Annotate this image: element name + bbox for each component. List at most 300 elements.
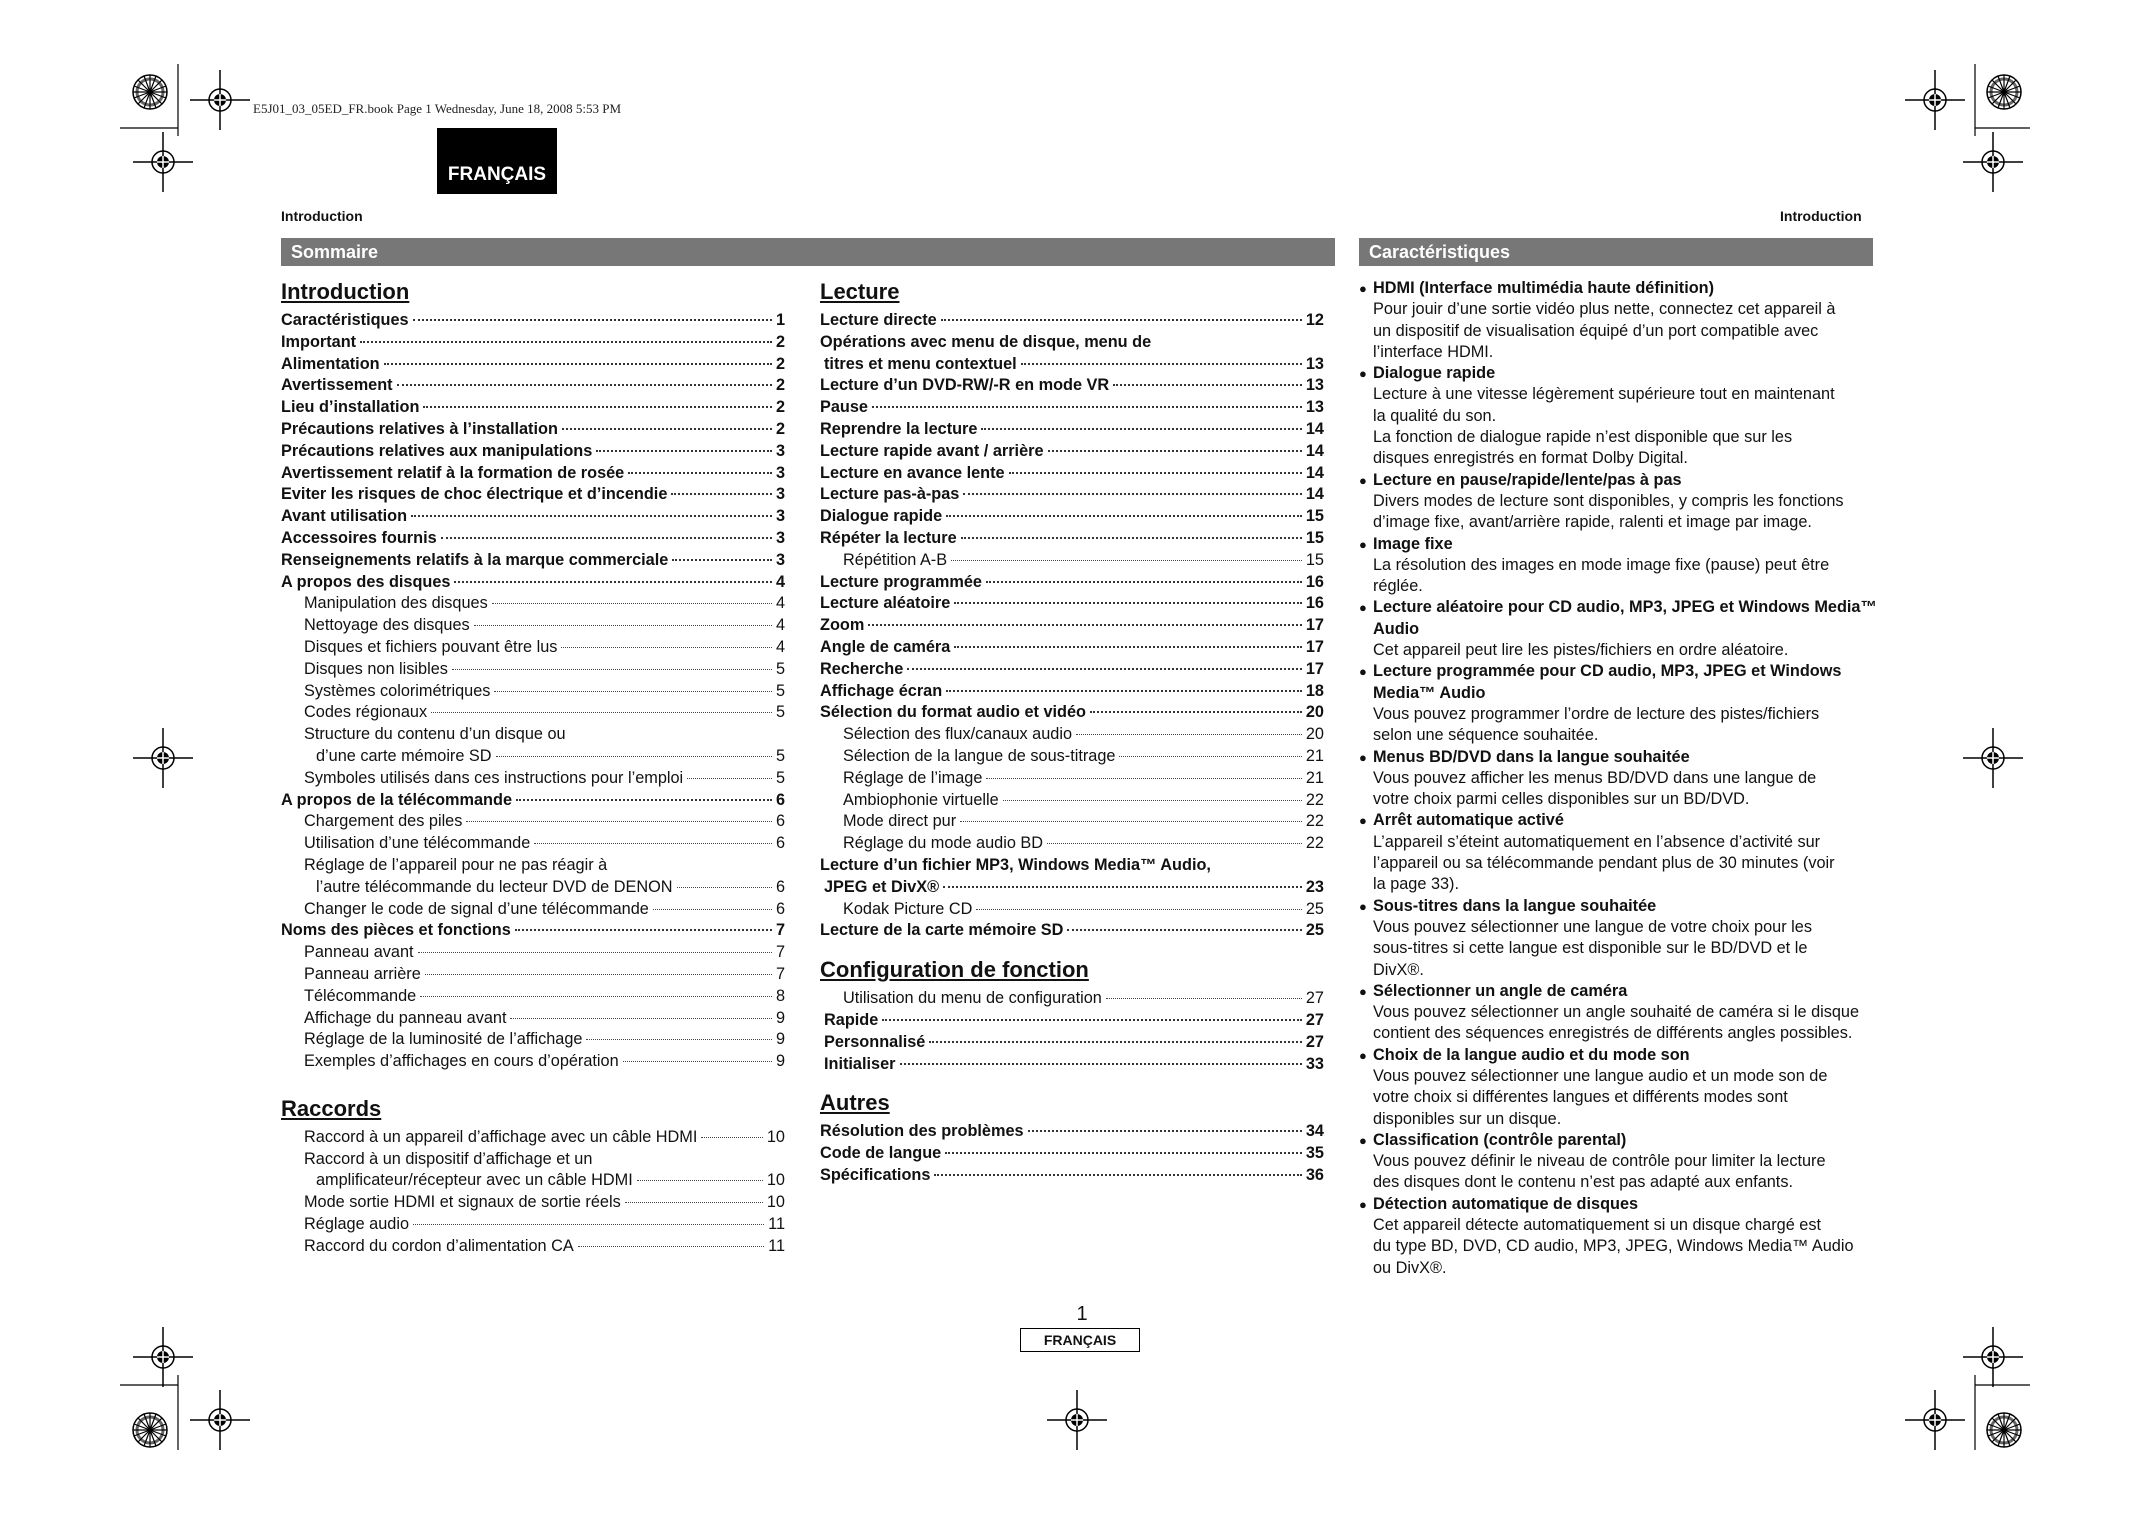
toc-entry-page: 4 [775, 594, 785, 613]
toc-leader-dots [1067, 929, 1301, 931]
toc-entry-page: 17 [1305, 616, 1324, 635]
toc-leader-dots [1047, 843, 1302, 844]
toc-entry-page: 9 [775, 1030, 785, 1049]
toc-entry-page: 2 [775, 419, 785, 438]
toc-leader-dots [454, 581, 771, 583]
toc-entry-label: Répétition A-B [843, 550, 948, 569]
toc-leader-dots [492, 603, 772, 604]
toc-entry-label: Affichage écran [820, 681, 943, 700]
toc-entry[interactable] [281, 942, 785, 964]
toc-entry-label: Sélection des flux/canaux audio [843, 725, 1072, 744]
toc-entry-page: 2 [775, 332, 785, 351]
toc-entry-label: Accessoires fournis [281, 528, 437, 547]
toc-leader-dots [1009, 472, 1302, 474]
feature-description-line: la page 33). [1373, 875, 1459, 894]
feature-description-line: l’interface HDMI. [1373, 342, 1494, 361]
feature-title: ● HDMI (Interface multimédia haute définition) [1359, 278, 1879, 299]
toc-leader-dots [418, 952, 772, 953]
toc-entry-label: Réglage de la luminosité de l’affichage [304, 1030, 583, 1049]
toc-entry-page: 15 [1305, 528, 1324, 547]
toc-leader-dots [561, 647, 772, 648]
toc-entry[interactable] [820, 484, 1324, 506]
toc-entry[interactable] [281, 986, 785, 1008]
feature-title: ● Image fixe [1359, 534, 1879, 555]
toc-leader-dots [929, 1041, 1302, 1043]
feature-description [1359, 917, 1879, 981]
feature-item [1359, 534, 1879, 598]
feature-description-line: Lecture à une vitesse légèrement supérieure tout en maintenant [1373, 385, 1835, 404]
features-list [1359, 278, 1879, 1279]
toc-entry-page: 5 [775, 768, 785, 787]
toc-entry[interactable] [281, 1008, 785, 1030]
toc-entry-label: Télécommande [304, 986, 417, 1005]
toc-entry-page: 17 [1305, 659, 1324, 678]
toc-entry-label: Exemples d’affichages en cours d’opération [304, 1052, 619, 1071]
toc-leader-dots [413, 1224, 764, 1225]
feature-description-line: DivX®. [1373, 960, 1424, 979]
toc-column-left [281, 276, 785, 1258]
feature-description [1359, 704, 1879, 747]
toc-column-middle [820, 276, 1324, 1187]
toc-entry-label: Opérations avec menu de disque, menu de [820, 332, 1152, 351]
toc-entry-page: 3 [775, 550, 785, 569]
toc-leader-dots [868, 624, 1302, 626]
toc-entry-label: amplificateur/récepteur avec un câble HDMI [316, 1171, 633, 1190]
toc-leader-dots [452, 669, 772, 670]
page-number: 1 [1076, 1303, 1088, 1325]
toc-entry-page: 16 [1305, 572, 1324, 591]
toc-entry[interactable] [281, 1029, 785, 1051]
toc-entry-label: Chargement des piles [304, 812, 463, 831]
feature-description-line: La résolution des images en mode image fixe (pause) peut être [1373, 555, 1830, 574]
toc-entry-page: 13 [1305, 376, 1324, 395]
toc-entry-page: 20 [1305, 703, 1324, 722]
toc-entry-page: 8 [775, 986, 785, 1005]
toc-entry-page: 2 [775, 398, 785, 417]
toc-entry-page: 15 [1305, 550, 1324, 569]
feature-description-line: des disques dont le contenu n’est pas adapté aux enfants. [1373, 1173, 1793, 1192]
toc-entry-page: 5 [775, 659, 785, 678]
feature-description [1359, 1066, 1879, 1130]
feature-description-line: Vous pouvez sélectionner un angle souhaité de caméra si le disque [1373, 1003, 1860, 1022]
toc-entry-page: 6 [775, 877, 785, 896]
toc-entry[interactable] [820, 833, 1324, 855]
language-tab: FRANÇAIS [437, 128, 557, 194]
toc-entry[interactable] [281, 920, 785, 942]
toc-entry[interactable] [281, 528, 785, 550]
toc-leader-dots [360, 341, 772, 343]
toc-entry[interactable] [820, 1054, 1324, 1076]
toc-entry-page: 10 [766, 1193, 785, 1212]
feature-description-line: disques enregistrés en format Dolby Digital. [1373, 449, 1688, 468]
feature-description-line: contient des séquences enregistrés de différents angles possibles. [1373, 1024, 1853, 1043]
toc-entry-page: 6 [775, 834, 785, 853]
feature-item [1359, 896, 1879, 981]
toc-entry-page: 25 [1305, 921, 1324, 940]
toc-entry[interactable] [281, 354, 785, 376]
feature-item [1359, 470, 1879, 534]
toc-entry-page: 22 [1305, 790, 1324, 809]
toc-entry-page: 27 [1305, 989, 1324, 1008]
toc-entry[interactable] [281, 1127, 785, 1149]
toc-entry-page: 3 [775, 463, 785, 482]
toc-entry[interactable] [281, 1236, 785, 1258]
toc-entry[interactable] [820, 375, 1324, 397]
toc-entry-label: Disques non lisibles [304, 659, 448, 678]
toc-entry-page: 4 [775, 572, 785, 591]
toc-leader-dots [496, 756, 772, 757]
toc-entry[interactable] [820, 550, 1324, 572]
feature-description-line: selon une séquence souhaitée. [1373, 726, 1599, 745]
toc-entry-page: 21 [1305, 746, 1324, 765]
toc-entry[interactable] [820, 746, 1324, 768]
toc-entry-label: Réglage du mode audio BD [843, 834, 1044, 853]
toc-entry[interactable] [281, 768, 785, 790]
toc-entry-label: Précautions relatives à l’installation [281, 419, 558, 438]
feature-description-line: Vous pouvez définir le niveau de contrôle pour limiter la lecture [1373, 1152, 1826, 1171]
feature-description [1359, 299, 1879, 363]
feature-description [1359, 384, 1879, 469]
toc-entry[interactable] [281, 855, 785, 877]
toc-entry-page: 3 [775, 528, 785, 547]
toc-leader-dots [1106, 998, 1302, 999]
toc-entry-label: Raccord à un appareil d’affichage avec un câble HDMI [304, 1127, 698, 1146]
feature-title: ● Détection automatique de disques [1359, 1194, 1879, 1215]
toc-entry[interactable] [281, 833, 785, 855]
toc-entry-page: 34 [1305, 1122, 1324, 1141]
toc-entry-label: Angle de caméra [820, 637, 951, 656]
toc-entry-label: Kodak Picture CD [843, 899, 973, 918]
toc-entry[interactable] [281, 375, 785, 397]
toc-entry[interactable] [281, 506, 785, 528]
toc-leader-dots [943, 886, 1302, 888]
toc-entry[interactable] [281, 310, 785, 332]
toc-leader-dots [976, 909, 1301, 910]
toc-entry[interactable] [820, 615, 1324, 637]
toc-entry[interactable] [281, 463, 785, 485]
toc-entry-label: Personnalisé [824, 1032, 926, 1051]
toc-entry-label: Recherche [820, 659, 904, 678]
toc-entry-label: Utilisation du menu de configuration [843, 989, 1102, 1008]
toc-entry[interactable] [281, 593, 785, 615]
toc-entry-page: 35 [1305, 1144, 1324, 1163]
feature-title: ● Lecture en pause/rapide/lente/pas à pas [1359, 470, 1879, 491]
footer-language-tab: FRANÇAIS [1020, 1328, 1140, 1352]
toc-entry[interactable] [820, 506, 1324, 528]
feature-description [1359, 1215, 1879, 1279]
toc-entry[interactable] [820, 855, 1324, 877]
toc-leader-dots [946, 515, 1302, 517]
toc-entry[interactable] [820, 572, 1324, 594]
toc-entry-page: 16 [1305, 594, 1324, 613]
toc-entry[interactable] [820, 593, 1324, 615]
running-head-right: Introduction [1780, 208, 1862, 224]
toc-entry[interactable] [281, 615, 785, 637]
toc-entry-label: Répéter la lecture [820, 528, 957, 547]
toc-section-title: Introduction [281, 279, 410, 304]
toc-entry-page: 6 [775, 790, 785, 809]
toc-entry-page: 14 [1305, 441, 1324, 460]
toc-entry-label: Reprendre la lecture [820, 419, 978, 438]
feature-description-line: Vous pouvez sélectionner une langue audio et un mode son de [1373, 1066, 1828, 1085]
toc-entry-label: Avant utilisation [281, 507, 408, 526]
toc-entry-label: Systèmes colorimétriques [304, 681, 491, 700]
toc-entry-page: 10 [766, 1127, 785, 1146]
toc-entry-label: Lecture rapide avant / arrière [820, 441, 1044, 460]
toc-entry[interactable] [281, 397, 785, 419]
toc-leader-dots [413, 319, 772, 321]
toc-entry[interactable] [820, 988, 1324, 1010]
toc-leader-dots [474, 625, 772, 626]
feature-description-line: ou DivX®. [1373, 1258, 1447, 1277]
toc-entry-label: l’autre télécommande du lecteur DVD de DENON [316, 877, 673, 896]
toc-entry-label: Lecture de la carte mémoire SD [820, 921, 1064, 940]
toc-entry[interactable] [820, 1165, 1324, 1187]
toc-entry-page: 14 [1305, 485, 1324, 504]
feature-item [1359, 363, 1879, 469]
toc-entry-label: Panneau avant [304, 943, 414, 962]
toc-entry[interactable] [281, 637, 785, 659]
toc-leader-dots [986, 581, 1302, 583]
toc-leader-dots [951, 560, 1302, 561]
feature-description-line: votre choix si différentes langues et différents modes sont [1373, 1088, 1788, 1107]
toc-entry-page: 25 [1305, 899, 1324, 918]
toc-entry[interactable] [281, 877, 785, 899]
toc-entry-page: 14 [1305, 463, 1324, 482]
toc-leader-dots [1113, 384, 1302, 386]
toc-entry-label: Lecture aléatoire [820, 594, 951, 613]
toc-entry[interactable] [820, 397, 1324, 419]
toc-entry-label: Raccord à un dispositif d’affichage et un [304, 1149, 593, 1168]
feature-item [1359, 1194, 1879, 1279]
toc-entry[interactable] [820, 920, 1324, 942]
feature-title: ● Menus BD/DVD dans la langue souhaitée [1359, 747, 1879, 768]
toc-entry-page: 12 [1305, 311, 1324, 329]
toc-entry[interactable] [281, 550, 785, 572]
feature-description-line: L’appareil s’éteint automatiquement en l’absence d’activité sur [1373, 832, 1821, 851]
toc-entry-page: 20 [1305, 725, 1324, 744]
toc-entry[interactable] [820, 637, 1324, 659]
toc-entry-page: 9 [775, 1052, 785, 1071]
feature-description-line: Vous pouvez programmer l’ordre de lecture des pistes/fichiers [1373, 704, 1820, 723]
toc-entry[interactable] [281, 811, 785, 833]
toc-entry-page: 6 [775, 812, 785, 831]
toc-entry-page: 3 [775, 441, 785, 460]
toc-entry-label: Symboles utilisés dans ces instructions pour l’emploi [304, 768, 684, 787]
toc-entry[interactable] [281, 724, 785, 746]
toc-leader-dots [384, 363, 772, 365]
toc-entry[interactable] [820, 1121, 1324, 1143]
toc-leader-dots [960, 821, 1302, 822]
toc-leader-dots [516, 799, 772, 801]
toc-entry-label: Code de langue [820, 1144, 942, 1163]
toc-entry-label: Lecture en avance lente [820, 463, 1005, 482]
toc-leader-dots [425, 974, 772, 975]
toc-leader-dots [515, 929, 772, 931]
toc-entry-label: A propos de la télécommande [281, 790, 513, 809]
toc-section-title: Raccords [281, 1095, 382, 1121]
toc-entry[interactable] [820, 702, 1324, 724]
feature-description-line: Cet appareil peut lire les pistes/fichiers en ordre aléatoire. [1373, 641, 1789, 660]
toc-leader-dots [562, 428, 772, 430]
toc-entry[interactable] [820, 811, 1324, 833]
toc-entry[interactable] [820, 681, 1324, 703]
toc-entry[interactable] [281, 899, 785, 921]
toc-entry-label: JPEG et DivX® [824, 877, 940, 896]
toc-entry[interactable] [820, 899, 1324, 921]
feature-description [1359, 768, 1879, 811]
toc-entry-label: Structure du contenu d’un disque ou [304, 725, 566, 744]
toc-entry[interactable] [820, 441, 1324, 463]
feature-description-line: Pour jouir d’une sortie vidéo plus nette, connectez cet appareil à [1373, 300, 1836, 319]
toc-entry-label: Lecture programmée [820, 572, 982, 591]
feature-description-line: Vous pouvez afficher les menus BD/DVD dans une langue de [1373, 768, 1817, 787]
toc-leader-dots [1021, 363, 1302, 365]
toc-entry-label: Affichage du panneau avant [304, 1008, 507, 1027]
toc-entry-label: Utilisation d’une télécommande [304, 834, 531, 853]
toc-entry[interactable] [281, 1170, 785, 1192]
toc-entry-page: 7 [775, 964, 785, 983]
toc-entry-label: Nettoyage des disques [304, 616, 470, 635]
toc-entry[interactable] [281, 681, 785, 703]
toc-leader-dots [907, 668, 1302, 670]
toc-leader-dots [945, 1152, 1302, 1154]
toc-entry[interactable] [281, 702, 785, 724]
toc-entry-label: Sélection de la langue de sous-titrage [843, 746, 1116, 765]
toc-entry[interactable] [281, 1051, 785, 1073]
toc-entry[interactable] [820, 419, 1324, 441]
feature-description-line: Vous pouvez sélectionner une langue de votre choix pour les [1373, 917, 1812, 936]
feature-item [1359, 597, 1879, 661]
toc-entry-page: 3 [775, 507, 785, 526]
feature-description-line: Cet appareil détecte automatiquement si un disque chargé est [1373, 1216, 1822, 1235]
toc-entry[interactable] [281, 964, 785, 986]
feature-description [1359, 1151, 1879, 1194]
toc-leader-dots [941, 319, 1302, 321]
toc-entry-page: 22 [1305, 812, 1324, 831]
toc-entry-label: Résolution des problèmes [820, 1122, 1024, 1141]
toc-leader-dots [672, 559, 772, 561]
feature-description-line: du type BD, DVD, CD audio, MP3, JPEG, Windows Media™ Audio [1373, 1237, 1854, 1256]
toc-entry[interactable] [281, 1192, 785, 1214]
toc-entry-label: Panneau arrière [304, 964, 421, 983]
toc-leader-dots [420, 996, 772, 997]
toc-entry[interactable] [281, 659, 785, 681]
toc-entry-page: 10 [766, 1171, 785, 1190]
toc-entry[interactable] [820, 659, 1324, 681]
toc-entry-page: 4 [775, 616, 785, 635]
toc-entry-page: 11 [768, 1236, 785, 1255]
feature-description-line: sous-titres si cette langue est disponible sur le BD/DVD et le [1373, 939, 1808, 958]
toc-entry[interactable] [820, 354, 1324, 376]
toc-leader-dots [954, 646, 1302, 648]
toc-leader-dots [954, 602, 1302, 604]
toc-entry[interactable] [281, 484, 785, 506]
toc-entry-label: Renseignements relatifs à la marque commerciale [281, 550, 669, 569]
toc-leader-dots [586, 1039, 771, 1040]
toc-entry-page: 4 [775, 637, 785, 656]
toc-entry-label: Codes régionaux [304, 703, 428, 722]
toc-entry-label: Ambiophonie virtuelle [843, 790, 999, 809]
toc-entry-label: Lieu d’installation [281, 398, 420, 417]
toc-entry[interactable] [281, 790, 785, 812]
feature-title: ● Lecture aléatoire pour CD audio, MP3, JPEG et Windows Media™ Audio [1359, 597, 1879, 640]
feature-item [1359, 981, 1879, 1045]
toc-leader-dots [882, 1019, 1302, 1021]
toc-entry[interactable] [820, 1032, 1324, 1054]
toc-entry[interactable] [281, 419, 785, 441]
toc-leader-dots [1090, 711, 1302, 713]
toc-leader-dots [961, 537, 1302, 539]
toc-entry[interactable] [281, 441, 785, 463]
toc-entry-label: Précautions relatives aux manipulations [281, 441, 593, 460]
toc-entry[interactable] [820, 1143, 1324, 1165]
toc-entry[interactable] [820, 877, 1324, 899]
toc-leader-dots [623, 1061, 772, 1062]
toc-entry-label: Changer le code de signal d’une télécommande [304, 899, 649, 918]
toc-entry-label: Spécifications [820, 1165, 931, 1184]
toc-entry[interactable] [820, 1010, 1324, 1032]
toc-entry[interactable] [281, 1149, 785, 1171]
toc-entry[interactable] [820, 724, 1324, 746]
toc-leader-dots [981, 428, 1301, 430]
feature-title: ● Classification (contrôle parental) [1359, 1130, 1879, 1151]
toc-entry[interactable] [820, 768, 1324, 790]
toc-leader-dots [625, 1202, 763, 1203]
toc-entry[interactable] [281, 572, 785, 594]
toc-entry-label: titres et menu contextuel [824, 354, 1017, 373]
toc-entry-label: Réglage de l’image [843, 768, 983, 787]
toc-leader-dots [653, 909, 772, 910]
toc-entry-label: Avertissement [281, 376, 393, 395]
toc-leader-dots [637, 1180, 763, 1181]
toc-entry[interactable] [820, 790, 1324, 812]
toc-entry-page: 1 [775, 311, 785, 329]
toc-leader-dots [687, 778, 772, 779]
toc-entry[interactable] [281, 746, 785, 768]
feature-description [1359, 640, 1879, 661]
feature-title: ● Choix de la langue audio et du mode son [1359, 1045, 1879, 1066]
toc-entry[interactable] [820, 310, 1324, 332]
toc-entry-label: Manipulation des disques [304, 594, 488, 613]
toc-entry[interactable] [281, 1214, 785, 1236]
toc-entry[interactable] [281, 332, 785, 354]
toc-leader-dots [441, 537, 772, 539]
toc-entry-page: 27 [1305, 1032, 1324, 1051]
toc-leader-dots [494, 691, 772, 692]
toc-entry[interactable] [820, 528, 1324, 550]
feature-description [1359, 832, 1879, 896]
toc-entry[interactable] [820, 463, 1324, 485]
feature-description-line: réglée. [1373, 577, 1423, 596]
toc-entry-label: Initialiser [824, 1054, 896, 1073]
toc-leader-dots [986, 778, 1301, 779]
toc-leader-dots [510, 1018, 771, 1019]
feature-description [1359, 1002, 1879, 1045]
toc-entry-page: 15 [1305, 507, 1324, 526]
toc-entry-label: Réglage de l’appareil pour ne pas réagir à [304, 855, 608, 874]
toc-entry-page: 22 [1305, 834, 1324, 853]
toc-leader-dots [578, 1246, 764, 1247]
toc-entry-page: 33 [1305, 1054, 1324, 1073]
toc-leader-dots [946, 690, 1302, 692]
feature-item [1359, 1130, 1879, 1194]
toc-entry-label: Mode direct pur [843, 812, 957, 831]
feature-item [1359, 810, 1879, 895]
toc-entry[interactable] [820, 332, 1324, 354]
toc-entry-label: Pause [820, 398, 868, 417]
toc-entry-page: 5 [775, 703, 785, 722]
